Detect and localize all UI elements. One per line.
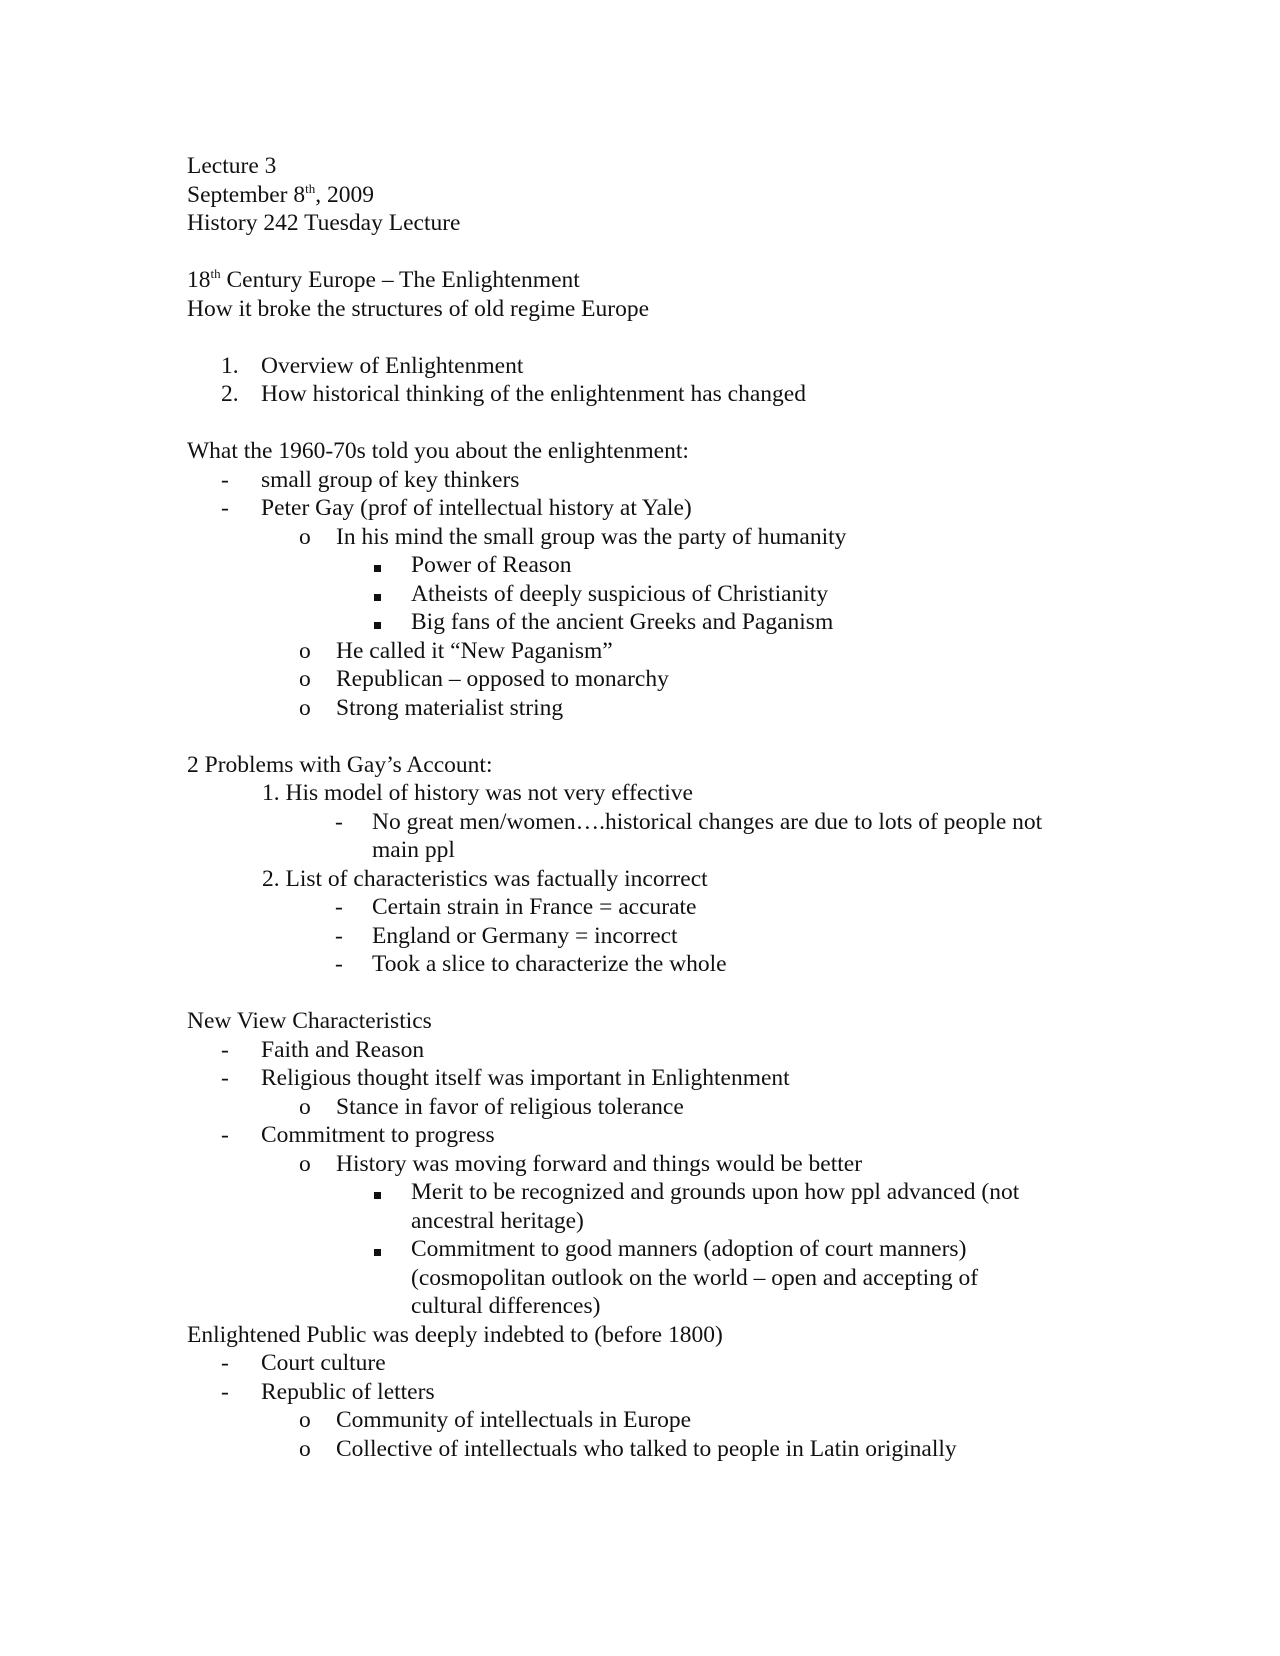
- lecture-number: Lecture 3: [187, 153, 277, 179]
- topic-title: 18th Century Europe – The Enlightenment: [187, 266, 580, 293]
- section-heading-public: Enlightened Public was deeply indebted to (before 1800): [187, 1321, 723, 1348]
- list-item: o Collective of intellectuals who talked to people in Latin originally: [299, 1435, 957, 1462]
- list-item: 2. List of characteristics was factually incorrect: [262, 865, 708, 892]
- square-bullet-icon: [374, 622, 381, 629]
- lecture-date: September 8th, 2009: [187, 180, 374, 208]
- topic-subtitle: How it broke the structures of old regime Europe: [187, 295, 650, 322]
- list-item: - Republic of letters: [221, 1378, 435, 1405]
- list-item: o Republican – opposed to monarchy: [299, 666, 669, 692]
- list-item: - Court culture: [221, 1350, 386, 1376]
- list-item: Big fans of the ancient Greeks and Paganism: [187, 608, 1087, 637]
- list-item: 1. His model of history was not very effective: [262, 780, 693, 806]
- square-bullet-icon: [374, 594, 381, 601]
- list-item: Atheists of deeply suspicious of Christianity: [187, 580, 1087, 609]
- list-item: o Strong materialist string: [299, 694, 564, 721]
- list-item: Merit to be recognized and grounds upon how ppl advanced (not ancestral heritage): [187, 1178, 1087, 1235]
- lecture-notes: [187, 152, 1087, 1463]
- list-item: o History was moving forward and things would be better: [299, 1150, 863, 1177]
- list-item: o Stance in favor of religious tolerance: [299, 1093, 684, 1120]
- list-item: - Religious thought itself was important in Enlightenment: [221, 1065, 790, 1091]
- section-heading-sixties: What the 1960-70s told you about the enlightenment:: [187, 438, 689, 464]
- list-item: Commitment to good manners (adoption of court manners) (cosmopolitan outlook on the world – open and accepting of cultural differences): [187, 1235, 1087, 1321]
- list-item: - Peter Gay (prof of intellectual history at Yale): [221, 495, 692, 521]
- list-item: - Took a slice to characterize the whole: [335, 951, 727, 977]
- list-item: - Commitment to progress: [221, 1122, 495, 1148]
- outline-item: 1. Overview of Enlightenment: [221, 352, 524, 379]
- square-bullet-icon: [374, 565, 381, 572]
- section-heading-new-view: New View Characteristics: [187, 1008, 432, 1034]
- square-bullet-icon: [374, 1249, 381, 1256]
- outline-item: 2. How historical thinking of the enlightenment has changed: [221, 381, 806, 407]
- section-heading-problems: 2 Problems with Gay’s Account:: [187, 751, 493, 778]
- list-item: - Faith and Reason: [221, 1036, 425, 1063]
- list-item: o Community of intellectuals in Europe: [299, 1407, 692, 1433]
- list-item: - No great men/women….historical changes are due to lots of people not main ppl: [335, 808, 1043, 863]
- list-item: o In his mind the small group was the party of humanity: [299, 523, 847, 550]
- list-item: - Certain strain in France = accurate: [335, 894, 697, 920]
- list-item: - England or Germany = incorrect: [335, 922, 678, 949]
- square-bullet-icon: [374, 1192, 381, 1199]
- list-item: - small group of key thinkers: [221, 466, 520, 493]
- list-item: Power of Reason: [187, 551, 1087, 580]
- course-title: History 242 Tuesday Lecture: [187, 210, 461, 236]
- list-item: o He called it “New Paganism”: [299, 637, 613, 664]
